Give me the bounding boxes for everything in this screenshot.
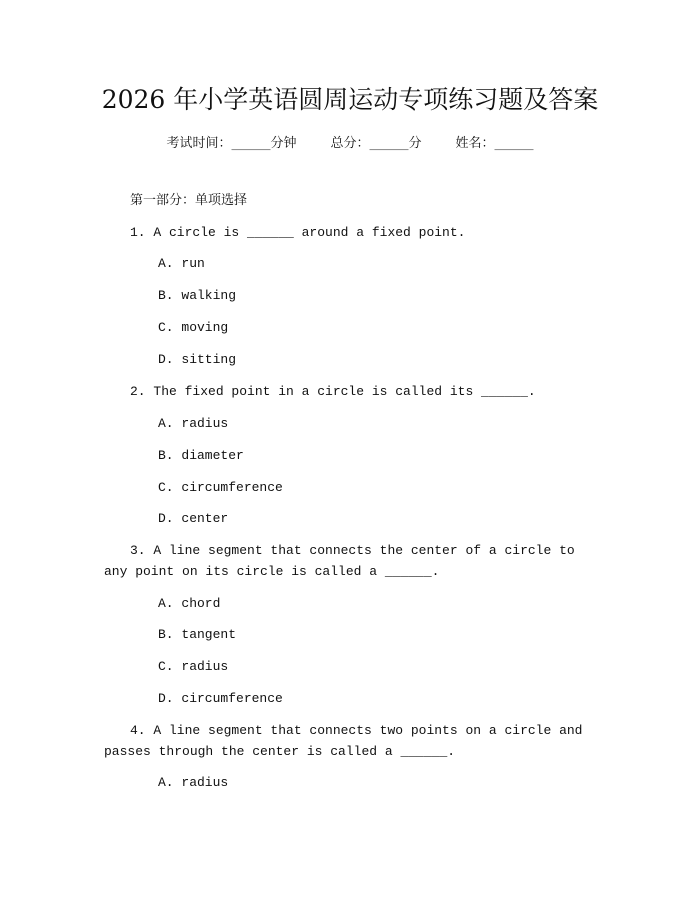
question-1: 1. A circle is ______ around a fixed point. <box>130 225 466 240</box>
question-2-option-d: D. center <box>158 511 229 526</box>
question-1-option-a: A. run <box>158 256 205 271</box>
question-3-option-d: D. circumference <box>158 691 283 706</box>
section-heading: 第一部分：单项选择 <box>130 193 248 208</box>
question-1-option-d: D. sitting <box>158 352 237 367</box>
question-4-option-a: A. radius <box>158 775 229 790</box>
page-title: 2026 年小学英语圆周运动专项练习题及答案 <box>101 85 599 114</box>
question-1-option-c: C. moving <box>158 320 229 335</box>
question-3-option-a: A. chord <box>158 596 221 611</box>
question-4: 4. A line segment that connects two points on a circle and passes through the center is called a ______. <box>104 723 583 759</box>
exam-meta <box>0 132 700 151</box>
question-2: 2. The fixed point in a circle is called its ______. <box>130 384 536 399</box>
question-3-option-c: C. radius <box>158 659 229 674</box>
total-score: 总分：______分 <box>330 136 422 151</box>
question-1-option-b: B. walking <box>158 288 237 303</box>
student-name: 姓名：______ <box>455 136 534 151</box>
question-3: 3. A line segment that connects the center of a circle to any point on its circle is called a ______. <box>104 543 575 579</box>
question-2-option-c: C. circumference <box>158 480 283 495</box>
question-3-option-b: B. tangent <box>158 627 237 642</box>
question-2-option-b: B. diameter <box>158 448 244 463</box>
exam-time: 考试时间：______分钟 <box>166 136 297 151</box>
question-2-option-a: A. radius <box>158 416 229 431</box>
